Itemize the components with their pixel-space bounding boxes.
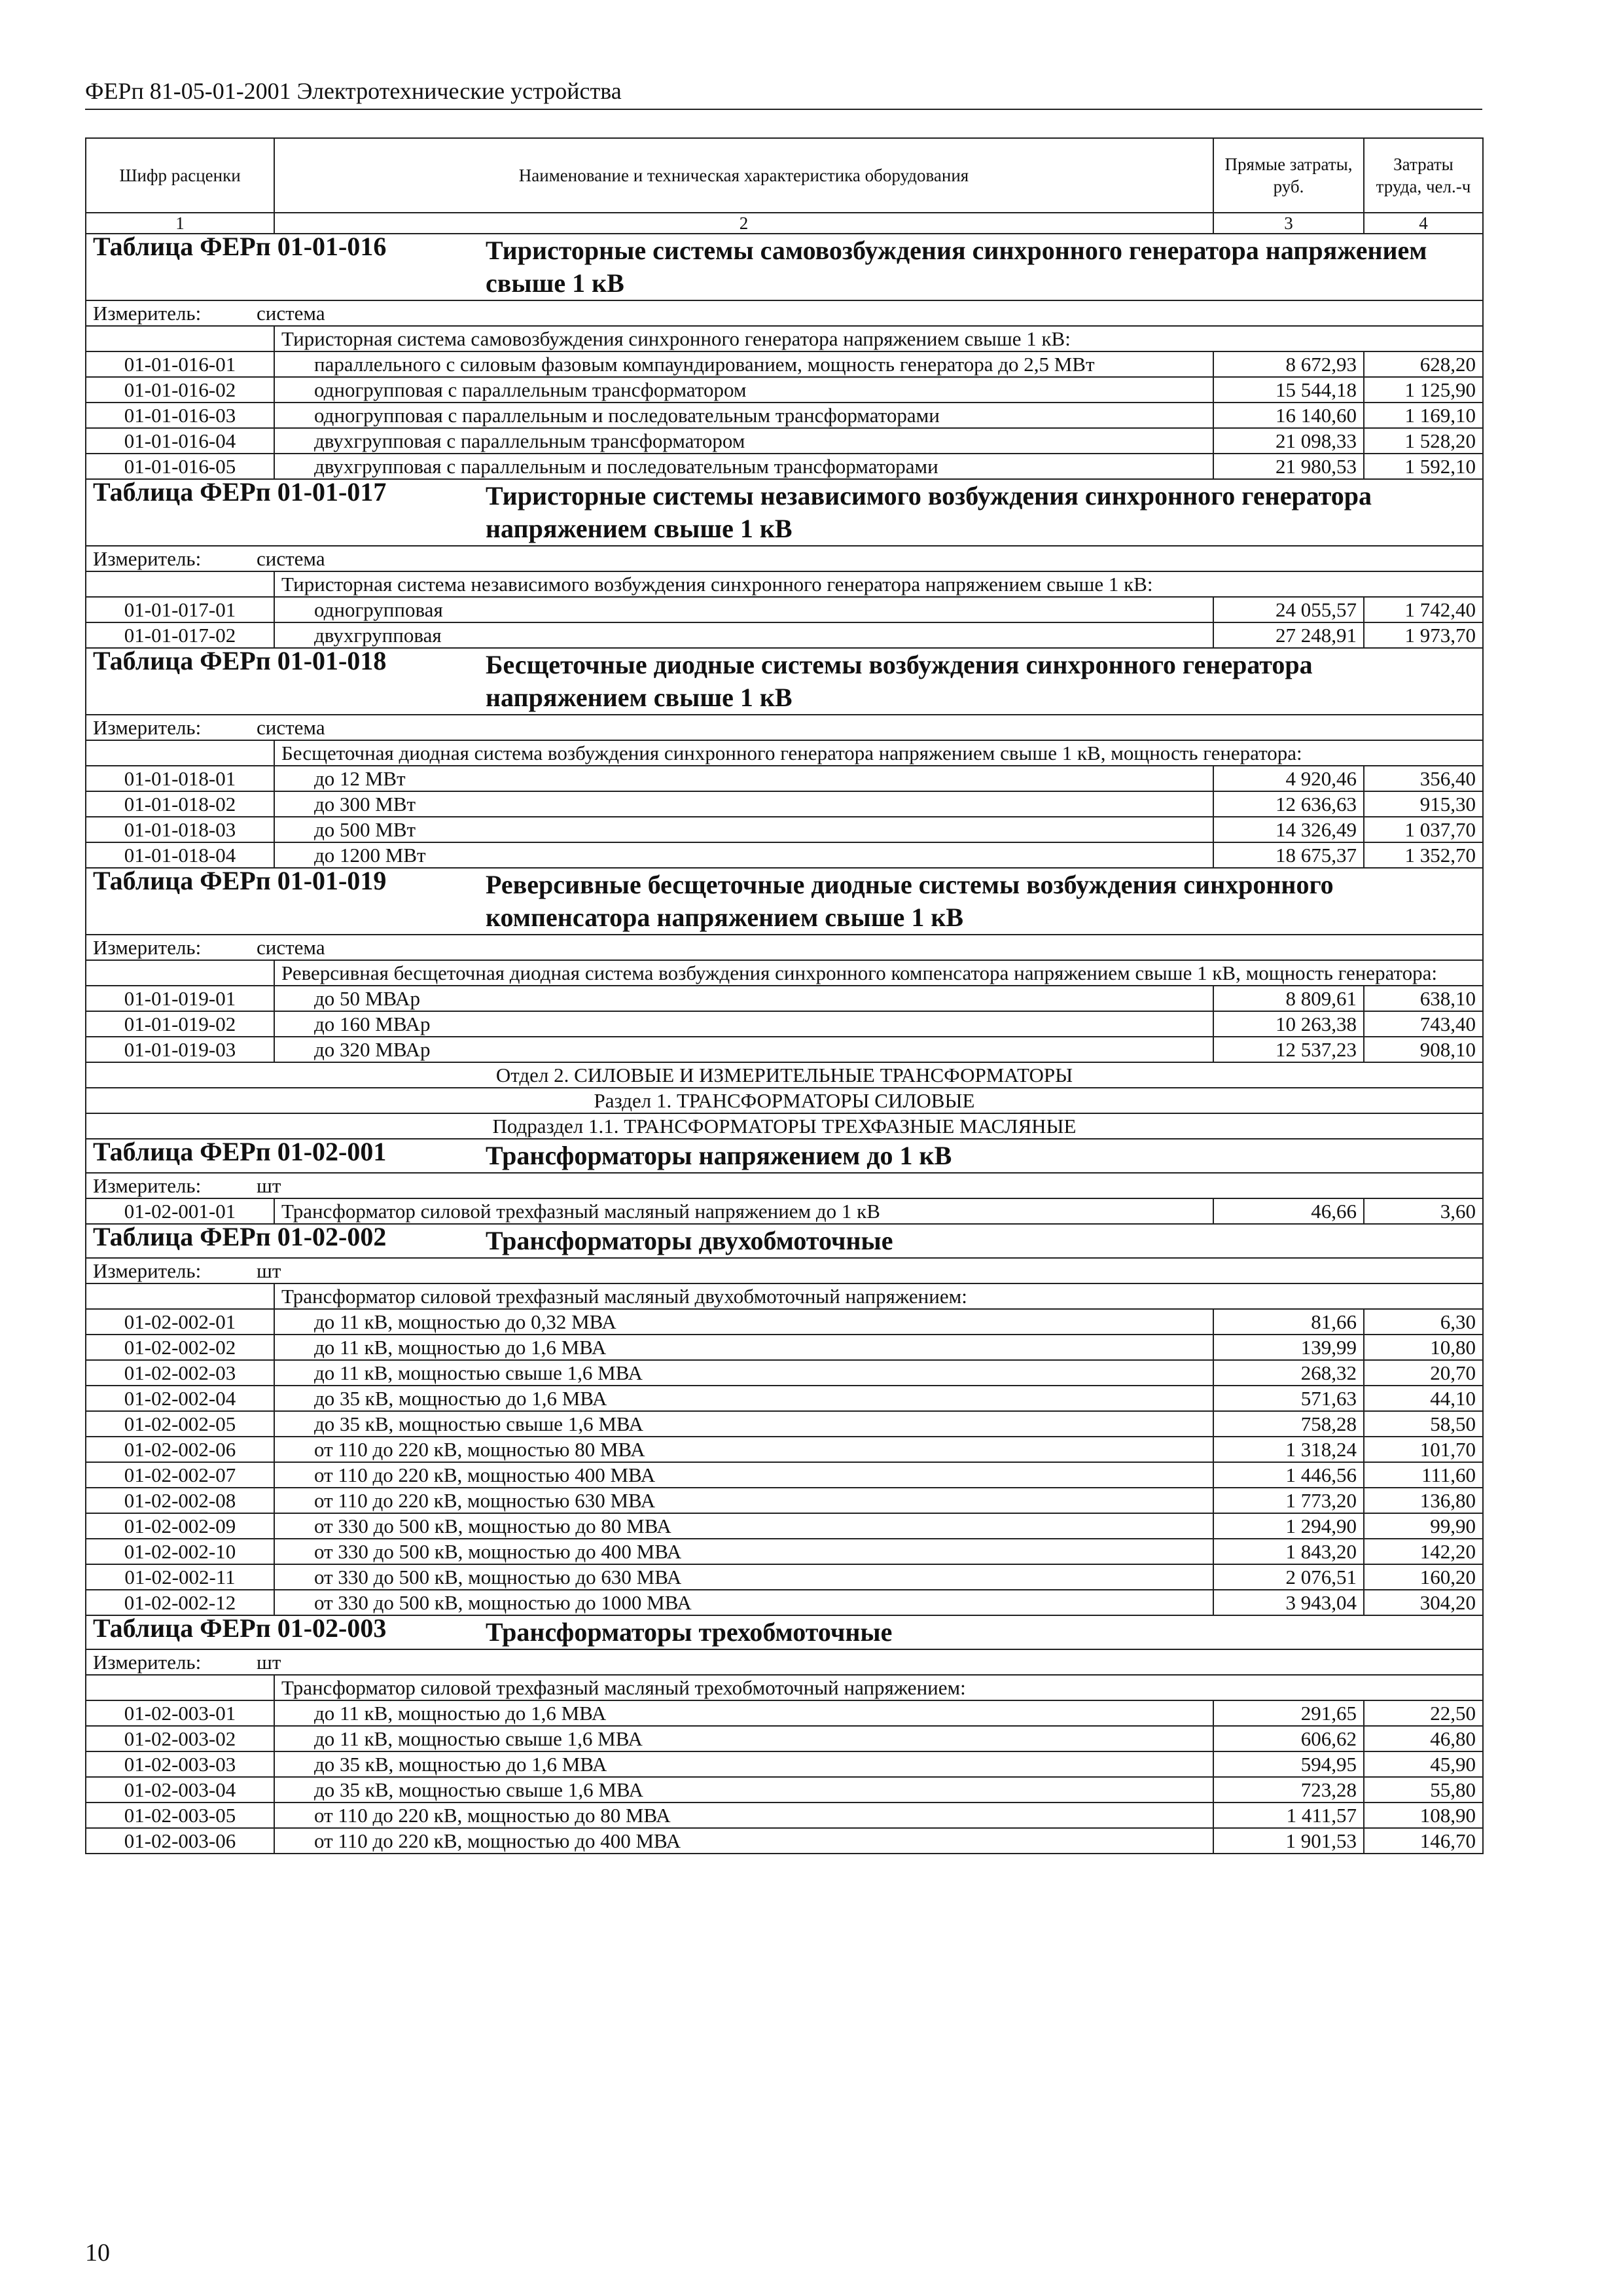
- rate-code: 01-01-019-03: [86, 1037, 274, 1062]
- rate-description: от 110 до 220 кВ, мощностью 400 МВА: [274, 1462, 1213, 1488]
- table-row: [86, 842, 1483, 868]
- direct-cost: 1 446,56: [1213, 1462, 1364, 1488]
- direct-cost: 8 672,93: [1213, 351, 1364, 377]
- measure-value: система: [257, 302, 325, 325]
- direct-cost: 14 326,49: [1213, 817, 1364, 842]
- group-subtitle-row: [86, 1283, 1483, 1309]
- rate-description: от 330 до 500 кВ, мощностью до 1000 МВА: [274, 1590, 1213, 1615]
- rate-code: 01-01-018-02: [86, 791, 274, 817]
- section-heading: Раздел 1. ТРАНСФОРМАТОРЫ СИЛОВЫЕ: [86, 1088, 1483, 1113]
- direct-cost: 1 901,53: [1213, 1828, 1364, 1854]
- labor-cost: 304,20: [1364, 1590, 1483, 1615]
- direct-cost: 1 843,20: [1213, 1539, 1364, 1564]
- group-subtitle: Тиристорная система самовозбуждения синхронного генератора напряжением свыше 1 кВ:: [274, 326, 1483, 351]
- table-name: Бесщеточные диодные системы возбуждения синхронного генератора напряжением свыше 1 кВ: [486, 650, 1313, 712]
- measure-label: Измеритель:: [93, 716, 202, 739]
- table-row: [86, 1539, 1483, 1564]
- rate-code: 01-01-016-02: [86, 377, 274, 403]
- direct-cost: 81,66: [1213, 1309, 1364, 1335]
- table-label: Таблица ФЕРп 01-01-019: [93, 868, 387, 895]
- measure-value: шт: [257, 1174, 281, 1197]
- empty-cell: [86, 571, 274, 597]
- direct-cost: 27 248,91: [1213, 622, 1364, 648]
- measure-value: шт: [257, 1651, 281, 1674]
- labor-cost: 45,90: [1364, 1751, 1483, 1777]
- column-number: 4: [1364, 213, 1483, 234]
- direct-cost: 10 263,38: [1213, 1011, 1364, 1037]
- table-row: [86, 597, 1483, 622]
- rate-code: 01-02-003-01: [86, 1700, 274, 1726]
- labor-cost: 160,20: [1364, 1564, 1483, 1590]
- rate-description: до 500 МВт: [274, 817, 1213, 842]
- measure-value: шт: [257, 1259, 281, 1282]
- rate-description: до 11 кВ, мощностью до 1,6 МВА: [274, 1335, 1213, 1360]
- labor-cost: 638,10: [1364, 986, 1483, 1011]
- labor-cost: 1 528,20: [1364, 428, 1483, 454]
- rate-code: 01-02-002-12: [86, 1590, 274, 1615]
- section-heading: Отдел 2. СИЛОВЫЕ И ИЗМЕРИТЕЛЬНЫЕ ТРАНСФОРМАТОРЫ: [86, 1062, 1483, 1088]
- measure-row: [86, 935, 1483, 960]
- direct-cost: 46,66: [1213, 1198, 1364, 1224]
- labor-cost: 55,80: [1364, 1777, 1483, 1803]
- group-subtitle: Трансформатор силовой трехфазный масляный трехобмоточный напряжением:: [274, 1675, 1483, 1700]
- table-row: [86, 1700, 1483, 1726]
- column-header-name: Наименование и техническая характеристика оборудования: [274, 138, 1213, 213]
- rate-description: до 12 МВт: [274, 766, 1213, 791]
- measure-value: система: [257, 716, 325, 739]
- measure-cell: [86, 300, 1483, 326]
- direct-cost: 723,28: [1213, 1777, 1364, 1803]
- column-header-code: Шифр расценки: [86, 138, 274, 213]
- table-row: [86, 1803, 1483, 1828]
- direct-cost: 291,65: [1213, 1700, 1364, 1726]
- rate-code: 01-01-018-04: [86, 842, 274, 868]
- rate-code: 01-02-002-07: [86, 1462, 274, 1488]
- measure-label: Измеритель:: [93, 936, 202, 959]
- rate-description: до 1200 МВт: [274, 842, 1213, 868]
- measure-value: система: [257, 547, 325, 570]
- rate-description: до 11 кВ, мощностью свыше 1,6 МВА: [274, 1726, 1213, 1751]
- labor-cost: 99,90: [1364, 1513, 1483, 1539]
- measure-cell: [86, 546, 1483, 571]
- rate-description: до 50 МВАр: [274, 986, 1213, 1011]
- direct-cost: 758,28: [1213, 1411, 1364, 1437]
- table-row: [86, 454, 1483, 479]
- page-header: ФЕРп 81-05-01-2001 Электротехнические устройства: [85, 77, 1482, 110]
- rate-description: одногрупповая: [274, 597, 1213, 622]
- rate-code: 01-01-016-01: [86, 351, 274, 377]
- rate-code: 01-02-002-02: [86, 1335, 274, 1360]
- labor-cost: 1 973,70: [1364, 622, 1483, 648]
- labor-cost: 3,60: [1364, 1198, 1483, 1224]
- table-row: [86, 622, 1483, 648]
- rate-code: 01-01-017-01: [86, 597, 274, 622]
- measure-row: [86, 1258, 1483, 1283]
- rate-description: Трансформатор силовой трехфазный масляный напряжением до 1 кВ: [274, 1198, 1213, 1224]
- table-title: [86, 868, 1483, 935]
- direct-cost: 12 636,63: [1213, 791, 1364, 817]
- direct-cost: 571,63: [1213, 1386, 1364, 1411]
- direct-cost: 21 980,53: [1213, 454, 1364, 479]
- table-row: [86, 1360, 1483, 1386]
- column-number: 2: [274, 213, 1213, 234]
- rate-description: одногрупповая с параллельным трансформатором: [274, 377, 1213, 403]
- measure-row: [86, 546, 1483, 571]
- rate-description: до 11 кВ, мощностью до 1,6 МВА: [274, 1700, 1213, 1726]
- labor-cost: 58,50: [1364, 1411, 1483, 1437]
- group-subtitle-row: [86, 571, 1483, 597]
- labor-cost: 915,30: [1364, 791, 1483, 817]
- table-row: [86, 986, 1483, 1011]
- table-row: [86, 1198, 1483, 1224]
- rate-code: 01-02-002-11: [86, 1564, 274, 1590]
- measure-row: [86, 300, 1483, 326]
- group-subtitle-row: [86, 1675, 1483, 1700]
- rate-code: 01-02-002-03: [86, 1360, 274, 1386]
- table-row: [86, 1828, 1483, 1854]
- rate-description: от 330 до 500 кВ, мощностью до 630 МВА: [274, 1564, 1213, 1590]
- table-row: [86, 428, 1483, 454]
- table-row: [86, 1437, 1483, 1462]
- column-header-labor: Затраты труда, чел.-ч: [1364, 138, 1483, 213]
- rate-description: двухгрупповая с параллельным трансформатором: [274, 428, 1213, 454]
- direct-cost: 16 140,60: [1213, 403, 1364, 428]
- rate-description: одногрупповая с параллельным и последовательным трансформаторами: [274, 403, 1213, 428]
- table-title: [86, 1139, 1483, 1173]
- labor-cost: 1 352,70: [1364, 842, 1483, 868]
- measure-label: Измеритель:: [93, 1174, 202, 1197]
- group-subtitle: Реверсивная бесщеточная диодная система возбуждения синхронного компенсатора напряжением свыше 1 кВ, мощность генератора:: [274, 960, 1483, 986]
- table-row: [86, 1309, 1483, 1335]
- table-label: Таблица ФЕРп 01-01-016: [93, 234, 387, 261]
- page-number: 10: [85, 2239, 110, 2267]
- table-title-row: [86, 1224, 1483, 1258]
- rate-code: 01-01-019-01: [86, 986, 274, 1011]
- rate-code: 01-02-002-08: [86, 1488, 274, 1513]
- group-subtitle: Трансформатор силовой трехфазный масляный двухобмоточный напряжением:: [274, 1283, 1483, 1309]
- table-row: [86, 1386, 1483, 1411]
- rate-description: до 11 кВ, мощностью свыше 1,6 МВА: [274, 1360, 1213, 1386]
- rate-code: 01-02-003-03: [86, 1751, 274, 1777]
- empty-cell: [86, 1675, 274, 1700]
- group-subtitle: Бесщеточная диодная система возбуждения синхронного генератора напряжением свыше 1 кВ, мощность генератора:: [274, 740, 1483, 766]
- measure-label: Измеритель:: [93, 1651, 202, 1674]
- labor-cost: 743,40: [1364, 1011, 1483, 1037]
- empty-cell: [86, 1283, 274, 1309]
- column-header-cost: Прямые затраты, руб.: [1213, 138, 1364, 213]
- rate-code: 01-02-002-05: [86, 1411, 274, 1437]
- column-number: 1: [86, 213, 274, 234]
- table-name: Трансформаторы двухобмоточные: [486, 1226, 893, 1255]
- measure-label: Измеритель:: [93, 547, 202, 570]
- rate-description: от 330 до 500 кВ, мощностью до 80 МВА: [274, 1513, 1213, 1539]
- rate-code: 01-02-002-09: [86, 1513, 274, 1539]
- rate-description: до 35 кВ, мощностью свыше 1,6 МВА: [274, 1777, 1213, 1803]
- labor-cost: 101,70: [1364, 1437, 1483, 1462]
- column-number-row: [86, 213, 1483, 234]
- rate-description: от 330 до 500 кВ, мощностью до 400 МВА: [274, 1539, 1213, 1564]
- table-row: [86, 377, 1483, 403]
- section-heading: Подраздел 1.1. ТРАНСФОРМАТОРЫ ТРЕХФАЗНЫЕ МАСЛЯНЫЕ: [86, 1113, 1483, 1139]
- table-name: Реверсивные бесщеточные диодные системы возбуждения синхронного компенсатора напряжением свыше 1 кВ: [486, 870, 1334, 932]
- table-row: [86, 1726, 1483, 1751]
- group-subtitle-row: [86, 326, 1483, 351]
- rate-code: 01-02-002-06: [86, 1437, 274, 1462]
- direct-cost: 8 809,61: [1213, 986, 1364, 1011]
- measure-row: [86, 715, 1483, 740]
- labor-cost: 22,50: [1364, 1700, 1483, 1726]
- rate-description: до 35 кВ, мощностью до 1,6 МВА: [274, 1751, 1213, 1777]
- section-heading-row: [86, 1113, 1483, 1139]
- rate-description: до 160 МВАр: [274, 1011, 1213, 1037]
- column-number: 3: [1213, 213, 1364, 234]
- table-title: [86, 234, 1483, 300]
- table-title-row: [86, 648, 1483, 715]
- rate-code: 01-01-017-02: [86, 622, 274, 648]
- table-title-row: [86, 479, 1483, 546]
- direct-cost: 1 294,90: [1213, 1513, 1364, 1539]
- labor-cost: 1 592,10: [1364, 454, 1483, 479]
- direct-cost: 268,32: [1213, 1360, 1364, 1386]
- labor-cost: 108,90: [1364, 1803, 1483, 1828]
- price-table: [85, 137, 1484, 1854]
- group-subtitle: Тиристорная система независимого возбуждения синхронного генератора напряжением свыше 1 кВ:: [274, 571, 1483, 597]
- rate-code: 01-01-016-04: [86, 428, 274, 454]
- rate-code: 01-01-016-05: [86, 454, 274, 479]
- table-row: [86, 351, 1483, 377]
- rate-description: от 110 до 220 кВ, мощностью 80 МВА: [274, 1437, 1213, 1462]
- section-heading-row: [86, 1088, 1483, 1113]
- direct-cost: 24 055,57: [1213, 597, 1364, 622]
- rate-code: 01-01-016-03: [86, 403, 274, 428]
- direct-cost: 606,62: [1213, 1726, 1364, 1751]
- labor-cost: 356,40: [1364, 766, 1483, 791]
- rate-code: 01-02-001-01: [86, 1198, 274, 1224]
- table-row: [86, 1462, 1483, 1488]
- table-row: [86, 791, 1483, 817]
- table-name: Тиристорные системы самовозбуждения синхронного генератора напряжением свыше 1 кВ: [486, 236, 1427, 298]
- table-label: Таблица ФЕРп 01-01-017: [93, 479, 387, 507]
- table-title-row: [86, 234, 1483, 300]
- labor-cost: 6,30: [1364, 1309, 1483, 1335]
- direct-cost: 139,99: [1213, 1335, 1364, 1360]
- rate-description: от 110 до 220 кВ, мощностью 630 МВА: [274, 1488, 1213, 1513]
- table-label: Таблица ФЕРп 01-01-018: [93, 648, 387, 675]
- labor-cost: 628,20: [1364, 351, 1483, 377]
- rate-code: 01-02-002-01: [86, 1309, 274, 1335]
- rate-description: до 35 кВ, мощностью свыше 1,6 МВА: [274, 1411, 1213, 1437]
- table-row: [86, 1011, 1483, 1037]
- direct-cost: 594,95: [1213, 1751, 1364, 1777]
- table-title: [86, 479, 1483, 546]
- rate-description: от 110 до 220 кВ, мощностью до 80 МВА: [274, 1803, 1213, 1828]
- labor-cost: 10,80: [1364, 1335, 1483, 1360]
- labor-cost: 142,20: [1364, 1539, 1483, 1564]
- table-name: Трансформаторы трехобмоточные: [486, 1617, 893, 1647]
- measure-row: [86, 1649, 1483, 1675]
- labor-cost: 136,80: [1364, 1488, 1483, 1513]
- table-title: [86, 648, 1483, 715]
- measure-cell: [86, 1258, 1483, 1283]
- direct-cost: 21 098,33: [1213, 428, 1364, 454]
- table-row: [86, 1751, 1483, 1777]
- measure-cell: [86, 715, 1483, 740]
- direct-cost: 1 411,57: [1213, 1803, 1364, 1828]
- direct-cost: 12 537,23: [1213, 1037, 1364, 1062]
- table-title: [86, 1615, 1483, 1649]
- rate-description: до 300 МВт: [274, 791, 1213, 817]
- direct-cost: 1 318,24: [1213, 1437, 1364, 1462]
- empty-cell: [86, 740, 274, 766]
- labor-cost: 1 169,10: [1364, 403, 1483, 428]
- direct-cost: 15 544,18: [1213, 377, 1364, 403]
- table-row: [86, 1488, 1483, 1513]
- direct-cost: 4 920,46: [1213, 766, 1364, 791]
- rate-code: 01-02-002-04: [86, 1386, 274, 1411]
- direct-cost: 2 076,51: [1213, 1564, 1364, 1590]
- table-title-row: [86, 1615, 1483, 1649]
- rate-code: 01-02-003-05: [86, 1803, 274, 1828]
- direct-cost: 3 943,04: [1213, 1590, 1364, 1615]
- labor-cost: 46,80: [1364, 1726, 1483, 1751]
- measure-cell: [86, 935, 1483, 960]
- labor-cost: 146,70: [1364, 1828, 1483, 1854]
- labor-cost: 111,60: [1364, 1462, 1483, 1488]
- rate-code: 01-01-018-01: [86, 766, 274, 791]
- direct-cost: 1 773,20: [1213, 1488, 1364, 1513]
- rate-code: 01-02-003-04: [86, 1777, 274, 1803]
- table-row: [86, 403, 1483, 428]
- rate-code: 01-01-018-03: [86, 817, 274, 842]
- labor-cost: 1 742,40: [1364, 597, 1483, 622]
- section-heading-row: [86, 1062, 1483, 1088]
- table-title-row: [86, 868, 1483, 935]
- measure-cell: [86, 1649, 1483, 1675]
- table-row: [86, 1037, 1483, 1062]
- labor-cost: 1 125,90: [1364, 377, 1483, 403]
- rate-code: 01-02-002-10: [86, 1539, 274, 1564]
- rate-description: двухгрупповая: [274, 622, 1213, 648]
- measure-value: система: [257, 936, 325, 959]
- empty-cell: [86, 326, 274, 351]
- empty-cell: [86, 960, 274, 986]
- rate-description: до 35 кВ, мощностью до 1,6 МВА: [274, 1386, 1213, 1411]
- table-label: Таблица ФЕРп 01-02-002: [93, 1224, 387, 1251]
- labor-cost: 908,10: [1364, 1037, 1483, 1062]
- rate-description: от 110 до 220 кВ, мощностью до 400 МВА: [274, 1828, 1213, 1854]
- measure-label: Измеритель:: [93, 1259, 202, 1282]
- table-name: Трансформаторы напряжением до 1 кВ: [486, 1141, 952, 1170]
- measure-cell: [86, 1173, 1483, 1198]
- table-row: [86, 1564, 1483, 1590]
- rate-description: до 320 МВАр: [274, 1037, 1213, 1062]
- measure-label: Измеритель:: [93, 302, 202, 325]
- measure-row: [86, 1173, 1483, 1198]
- rate-description: двухгрупповая с параллельным и последовательным трансформаторами: [274, 454, 1213, 479]
- rate-code: 01-02-003-02: [86, 1726, 274, 1751]
- table-row: [86, 1513, 1483, 1539]
- labor-cost: 44,10: [1364, 1386, 1483, 1411]
- rate-code: 01-01-019-02: [86, 1011, 274, 1037]
- price-table-body: [86, 138, 1483, 1854]
- table-row: [86, 1777, 1483, 1803]
- direct-cost: 18 675,37: [1213, 842, 1364, 868]
- table-title: [86, 1224, 1483, 1258]
- table-label: Таблица ФЕРп 01-02-001: [93, 1139, 387, 1166]
- table-row: [86, 1590, 1483, 1615]
- rate-description: до 11 кВ, мощностью до 0,32 МВА: [274, 1309, 1213, 1335]
- table-title-row: [86, 1139, 1483, 1173]
- column-header-row: [86, 138, 1483, 213]
- group-subtitle-row: [86, 960, 1483, 986]
- rate-code: 01-02-003-06: [86, 1828, 274, 1854]
- rate-description: параллельного с силовым фазовым компаундированием, мощность генератора до 2,5 МВт: [274, 351, 1213, 377]
- table-row: [86, 1411, 1483, 1437]
- table-row: [86, 1335, 1483, 1360]
- table-name: Тиристорные системы независимого возбуждения синхронного генератора напряжением свыше 1 кВ: [486, 481, 1372, 543]
- labor-cost: 1 037,70: [1364, 817, 1483, 842]
- table-row: [86, 766, 1483, 791]
- labor-cost: 20,70: [1364, 1360, 1483, 1386]
- table-row: [86, 817, 1483, 842]
- table-label: Таблица ФЕРп 01-02-003: [93, 1615, 387, 1643]
- group-subtitle-row: [86, 740, 1483, 766]
